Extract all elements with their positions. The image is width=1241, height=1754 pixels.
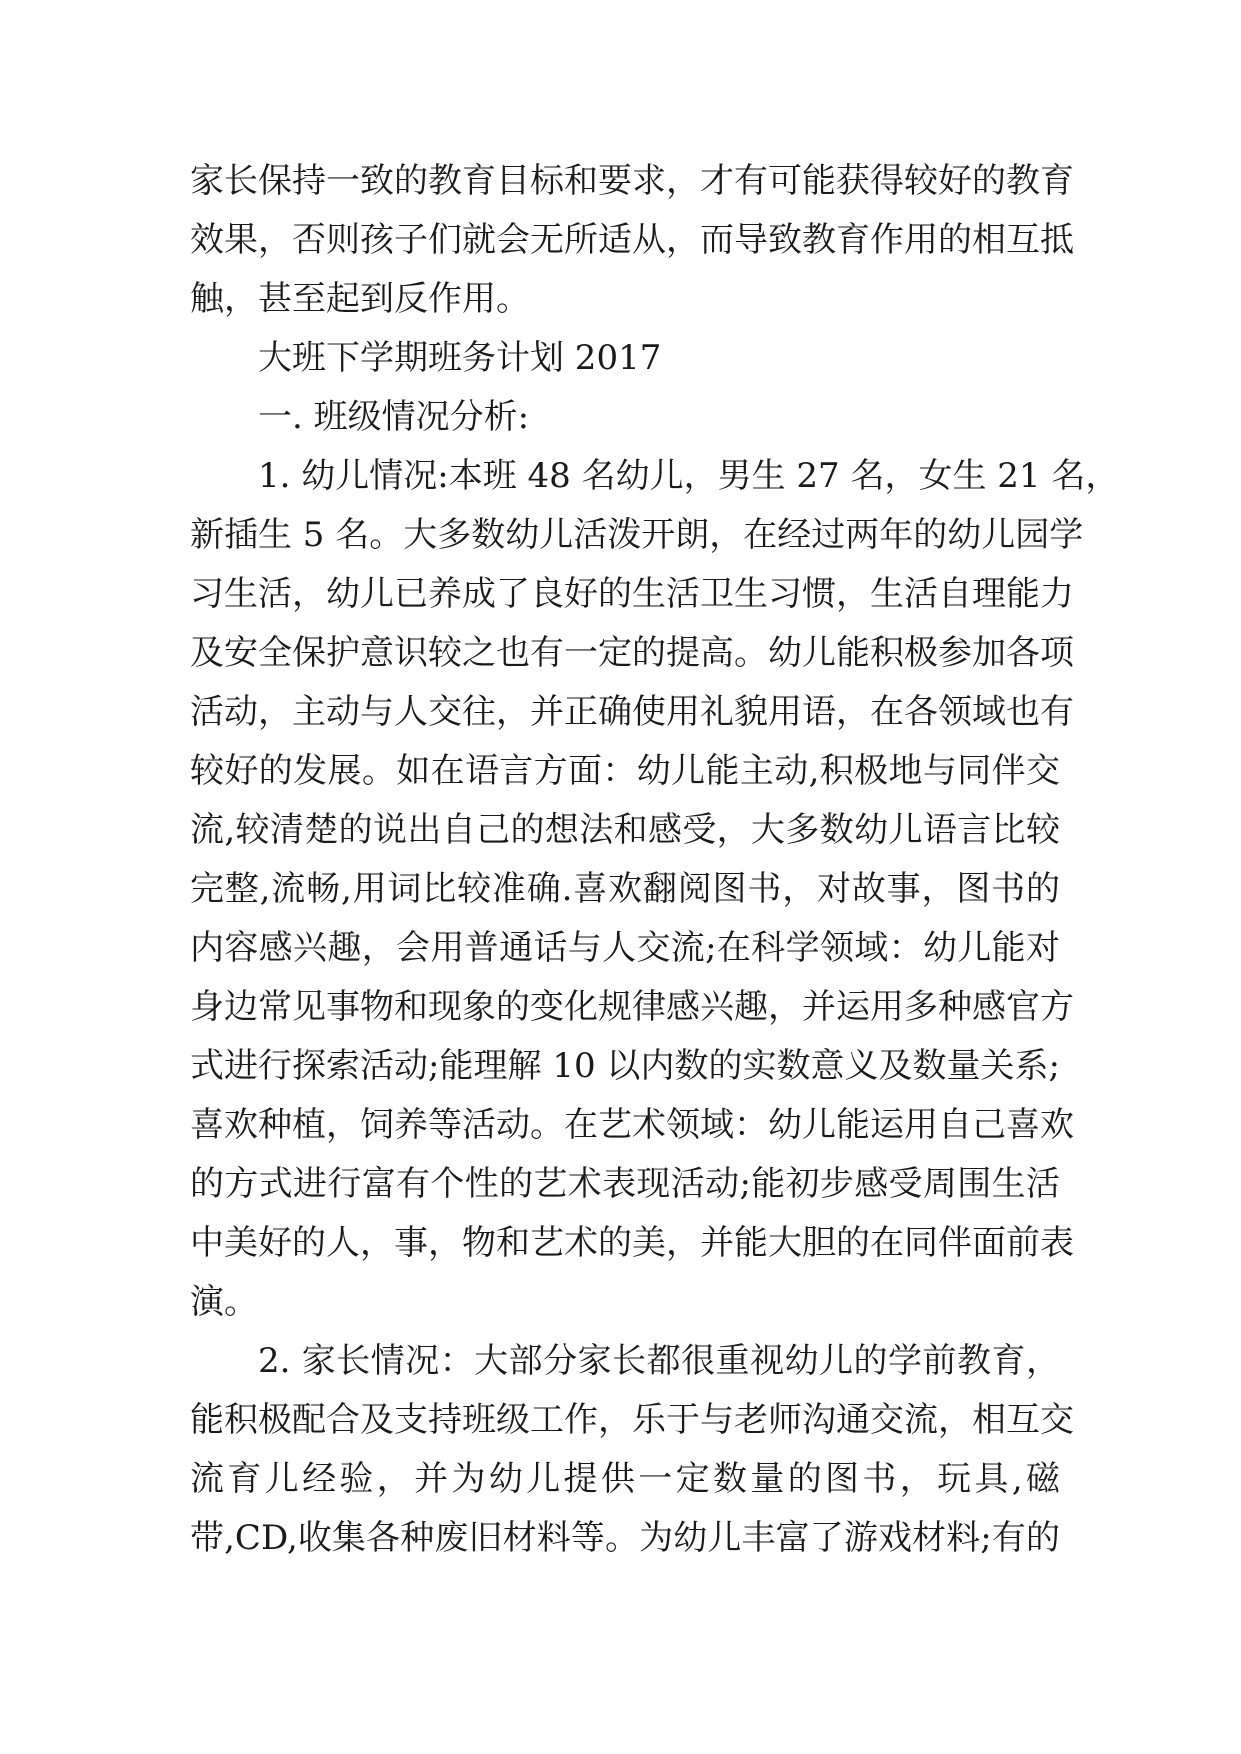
text-line: 2. 家长情况：大部分家长都很重视幼儿的学前教育， — [258, 1341, 1060, 1381]
text-line: 活动，主动与人交往，并正确使用礼貌用语，在各领域也有 — [190, 692, 1074, 732]
text-line: 习生活，幼儿已养成了良好的生活卫生习惯，生活自理能力 — [190, 574, 1074, 614]
text-line: 家长保持一致的教育目标和要求，才有可能获得较好的教育 — [190, 161, 1074, 201]
section-heading: 一. 班级情况分析: — [258, 397, 530, 437]
text-line: 能积极配合及支持班级工作，乐于与老师沟通交流，相互交 — [190, 1400, 1074, 1440]
text-line: 效果，否则孩子们就会无所适从，而导致教育作用的相互抵 — [190, 220, 1074, 260]
text-line: 较好的发展。如在语言方面：幼儿能主动,积极地与同伴交 — [190, 751, 1060, 791]
text-line: 内容感兴趣，会用普通话与人交流;在科学领域：幼儿能对 — [190, 928, 1061, 968]
text-line: 中美好的人，事，物和艺术的美，并能大胆的在同伴面前表 — [190, 1223, 1074, 1263]
text-line: 流育儿经验，并为幼儿提供一定数量的图书，玩具,磁 — [190, 1459, 1060, 1499]
section-title: 大班下学期班务计划 2017 — [258, 338, 662, 378]
text-line: 新插生 5 名。大多数幼儿活泼开朗，在经过两年的幼儿园学 — [190, 515, 1084, 555]
text-line: 演。 — [190, 1282, 258, 1322]
text-line: 1. 幼儿情况:本班 48 名幼儿，男生 27 名，女生 21 名， — [258, 456, 1120, 496]
text-line: 的方式进行富有个性的艺术表现活动;能初步感受周围生活 — [190, 1164, 1060, 1204]
text-line: 带,CD,收集各种废旧材料等。为幼儿丰富了游戏材料;有的 — [190, 1518, 1060, 1558]
text-line: 流,较清楚的说出自己的想法和感受，大多数幼儿语言比较 — [190, 810, 1060, 850]
text-line: 喜欢种植，饲养等活动。在艺术领域：幼儿能运用自己喜欢 — [190, 1105, 1074, 1145]
text-line: 完整,流畅,用词比较准确.喜欢翻阅图书，对故事，图书的 — [190, 869, 1060, 909]
text-line: 式进行探索活动;能理解 10 以内数的实数意义及数量关系; — [190, 1046, 1060, 1086]
text-line: 身边常见事物和现象的变化规律感兴趣，并运用多种感官方 — [190, 987, 1074, 1027]
text-line: 及安全保护意识较之也有一定的提高。幼儿能积极参加各项 — [190, 633, 1074, 673]
text-line: 触，甚至起到反作用。 — [190, 279, 530, 319]
